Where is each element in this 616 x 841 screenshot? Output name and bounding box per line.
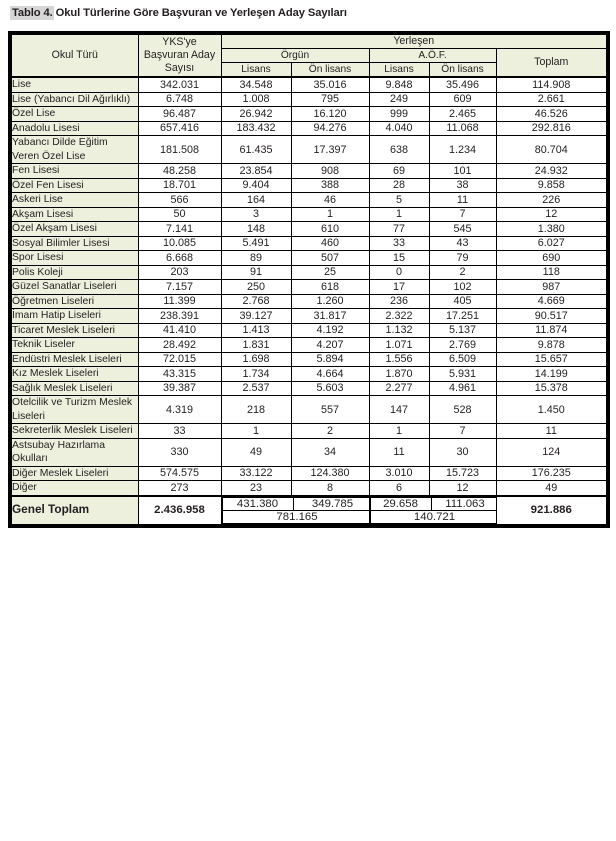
row-cell-orgun-lisans: 23.854 xyxy=(221,164,291,179)
row-cell-total: 690 xyxy=(496,251,607,266)
row-cell-orgun-lisans: 183.432 xyxy=(221,121,291,136)
row-cell-applicants: 43.315 xyxy=(138,367,221,382)
row-cell-orgun-lisans: 1.008 xyxy=(221,92,291,107)
row-cell-total: 49 xyxy=(496,481,607,496)
row-school-name: Endüstri Meslek Liseleri xyxy=(11,352,138,367)
table-row xyxy=(11,265,607,280)
row-cell-aof-onlisans: 2.769 xyxy=(429,338,496,353)
header-group-aof: A.Ö.F. xyxy=(369,49,496,63)
row-cell-applicants: 4.319 xyxy=(138,396,221,424)
row-cell-orgun-lisans: 164 xyxy=(221,193,291,208)
row-school-name: Teknik Liseler xyxy=(11,338,138,353)
row-cell-aof-lisans: 77 xyxy=(369,222,429,237)
table-row xyxy=(11,309,607,324)
total-aof-values xyxy=(370,497,499,510)
total-row xyxy=(11,496,607,525)
row-cell-aof-lisans: 17 xyxy=(369,280,429,295)
row-cell-aof-onlisans: 43 xyxy=(429,236,496,251)
header-group-orgun: Örgün xyxy=(221,49,369,63)
row-cell-aof-onlisans: 1.234 xyxy=(429,136,496,164)
row-cell-applicants: 41.410 xyxy=(138,323,221,338)
row-cell-applicants: 33 xyxy=(138,424,221,439)
row-cell-aof-onlisans: 79 xyxy=(429,251,496,266)
row-cell-aof-lisans: 2.322 xyxy=(369,309,429,324)
row-cell-orgun-lisans: 218 xyxy=(221,396,291,424)
row-cell-aof-onlisans: 17.251 xyxy=(429,309,496,324)
row-cell-aof-lisans: 11 xyxy=(369,438,429,466)
row-cell-aof-lisans: 147 xyxy=(369,396,429,424)
row-cell-applicants: 574.575 xyxy=(138,466,221,481)
row-cell-aof-onlisans: 528 xyxy=(429,396,496,424)
table-row xyxy=(11,280,607,295)
school-types-table xyxy=(10,33,608,526)
row-cell-total: 114.908 xyxy=(496,77,607,92)
table-number: Tablo 4. xyxy=(12,7,53,19)
row-cell-total: 12 xyxy=(496,207,607,222)
table-body xyxy=(11,77,607,525)
row-cell-orgun-onlisans: 1.260 xyxy=(291,294,369,309)
row-cell-aof-onlisans: 2.465 xyxy=(429,107,496,122)
row-cell-aof-onlisans: 101 xyxy=(429,164,496,179)
total-aof-onlisans: 111.063 xyxy=(431,497,499,510)
row-cell-aof-onlisans: 2 xyxy=(429,265,496,280)
row-cell-orgun-onlisans: 4.207 xyxy=(291,338,369,353)
row-cell-orgun-onlisans: 1 xyxy=(291,207,369,222)
row-cell-total: 124 xyxy=(496,438,607,466)
row-cell-aof-lisans: 638 xyxy=(369,136,429,164)
row-cell-applicants: 96.487 xyxy=(138,107,221,122)
total-applicants: 2.436.958 xyxy=(138,496,221,525)
row-cell-orgun-onlisans: 16.120 xyxy=(291,107,369,122)
table-row xyxy=(11,193,607,208)
table-row xyxy=(11,294,607,309)
row-cell-orgun-onlisans: 5.603 xyxy=(291,381,369,396)
row-cell-orgun-lisans: 2.537 xyxy=(221,381,291,396)
total-orgun-group xyxy=(221,496,369,525)
row-cell-applicants: 342.031 xyxy=(138,77,221,92)
row-cell-aof-lisans: 9.848 xyxy=(369,77,429,92)
row-cell-aof-lisans: 4.040 xyxy=(369,121,429,136)
row-school-name: Polis Koleji xyxy=(11,265,138,280)
row-school-name: Öğretmen Liseleri xyxy=(11,294,138,309)
header-orgun-lisans: Lisans xyxy=(221,63,291,78)
header-orgun-onlisans: Ön lisans xyxy=(291,63,369,78)
row-cell-orgun-lisans: 39.127 xyxy=(221,309,291,324)
total-aof-group xyxy=(369,496,496,525)
row-cell-aof-lisans: 1.870 xyxy=(369,367,429,382)
total-orgun-subtotal: 781.165 xyxy=(222,510,372,523)
header-school-type: Okul Türü xyxy=(11,34,138,77)
row-cell-total: 1.450 xyxy=(496,396,607,424)
row-cell-total: 11 xyxy=(496,424,607,439)
row-cell-total: 1.380 xyxy=(496,222,607,237)
row-cell-aof-lisans: 1.132 xyxy=(369,323,429,338)
row-cell-applicants: 566 xyxy=(138,193,221,208)
row-cell-orgun-lisans: 61.435 xyxy=(221,136,291,164)
row-cell-aof-lisans: 69 xyxy=(369,164,429,179)
row-school-name: Sağlık Meslek Liseleri xyxy=(11,381,138,396)
table-row xyxy=(11,367,607,382)
row-cell-orgun-onlisans: 388 xyxy=(291,178,369,193)
row-school-name: Güzel Sanatlar Liseleri xyxy=(11,280,138,295)
row-cell-orgun-lisans: 89 xyxy=(221,251,291,266)
row-school-name: Kız Meslek Liseleri xyxy=(11,367,138,382)
row-cell-applicants: 18.701 xyxy=(138,178,221,193)
row-cell-orgun-onlisans: 5.894 xyxy=(291,352,369,367)
row-cell-aof-lisans: 999 xyxy=(369,107,429,122)
row-cell-applicants: 203 xyxy=(138,265,221,280)
row-cell-orgun-lisans: 3 xyxy=(221,207,291,222)
row-cell-aof-onlisans: 405 xyxy=(429,294,496,309)
row-cell-orgun-lisans: 1.831 xyxy=(221,338,291,353)
row-school-name: Lise (Yabancı Dil Ağırlıklı) xyxy=(11,92,138,107)
row-cell-orgun-onlisans: 4.664 xyxy=(291,367,369,382)
total-aof-lisans: 29.658 xyxy=(370,497,431,510)
row-cell-orgun-onlisans: 507 xyxy=(291,251,369,266)
row-cell-total: 11.874 xyxy=(496,323,607,338)
header-aof-lisans: Lisans xyxy=(369,63,429,78)
table-row xyxy=(11,107,607,122)
row-cell-applicants: 48.258 xyxy=(138,164,221,179)
row-cell-aof-lisans: 1.071 xyxy=(369,338,429,353)
row-school-name: Özel Lise xyxy=(11,107,138,122)
table-row xyxy=(11,251,607,266)
row-cell-orgun-onlisans: 618 xyxy=(291,280,369,295)
row-cell-aof-onlisans: 6.509 xyxy=(429,352,496,367)
row-cell-aof-onlisans: 102 xyxy=(429,280,496,295)
row-school-name: Ticaret Meslek Liseleri xyxy=(11,323,138,338)
header-applicants: YKS'ye Başvuran Aday Sayısı xyxy=(138,34,221,77)
table-row xyxy=(11,481,607,496)
row-cell-total: 2.661 xyxy=(496,92,607,107)
row-cell-orgun-lisans: 250 xyxy=(221,280,291,295)
row-cell-aof-lisans: 1.556 xyxy=(369,352,429,367)
table-container xyxy=(10,33,606,526)
row-cell-aof-lisans: 28 xyxy=(369,178,429,193)
table-row xyxy=(11,207,607,222)
row-cell-total: 226 xyxy=(496,193,607,208)
row-cell-applicants: 181.508 xyxy=(138,136,221,164)
row-cell-orgun-onlisans: 557 xyxy=(291,396,369,424)
total-orgun-split xyxy=(222,497,373,524)
row-cell-aof-lisans: 15 xyxy=(369,251,429,266)
total-orgun-onlisans: 349.785 xyxy=(293,497,372,510)
row-cell-orgun-lisans: 26.942 xyxy=(221,107,291,122)
row-cell-orgun-lisans: 91 xyxy=(221,265,291,280)
row-school-name: Lise xyxy=(11,77,138,92)
row-cell-aof-onlisans: 7 xyxy=(429,424,496,439)
table-row xyxy=(11,396,607,424)
row-cell-aof-onlisans: 4.961 xyxy=(429,381,496,396)
row-school-name: Askeri Lise xyxy=(11,193,138,208)
header-group-placed: Yerleşen xyxy=(221,34,607,49)
row-cell-aof-lisans: 1 xyxy=(369,424,429,439)
row-cell-aof-lisans: 249 xyxy=(369,92,429,107)
row-cell-total: 15.657 xyxy=(496,352,607,367)
table-row xyxy=(11,136,607,164)
row-cell-orgun-onlisans: 460 xyxy=(291,236,369,251)
row-cell-orgun-lisans: 5.491 xyxy=(221,236,291,251)
row-school-name: Özel Fen Lisesi xyxy=(11,178,138,193)
row-cell-total: 14.199 xyxy=(496,367,607,382)
row-cell-total: 9.878 xyxy=(496,338,607,353)
row-cell-orgun-lisans: 1 xyxy=(221,424,291,439)
row-cell-applicants: 11.399 xyxy=(138,294,221,309)
table-row xyxy=(11,92,607,107)
row-cell-total: 987 xyxy=(496,280,607,295)
header-total: Toplam xyxy=(496,49,607,78)
row-cell-applicants: 273 xyxy=(138,481,221,496)
row-cell-aof-onlisans: 30 xyxy=(429,438,496,466)
total-aof-subtotal: 140.721 xyxy=(370,510,499,523)
row-school-name: Akşam Lisesi xyxy=(11,207,138,222)
row-cell-orgun-onlisans: 2 xyxy=(291,424,369,439)
row-cell-applicants: 330 xyxy=(138,438,221,466)
table-head xyxy=(11,34,607,77)
row-cell-total: 15.378 xyxy=(496,381,607,396)
row-cell-orgun-lisans: 148 xyxy=(221,222,291,237)
row-school-name: Anadolu Lisesi xyxy=(11,121,138,136)
table-row xyxy=(11,424,607,439)
table-row xyxy=(11,466,607,481)
row-cell-orgun-onlisans: 124.380 xyxy=(291,466,369,481)
row-cell-aof-lisans: 3.010 xyxy=(369,466,429,481)
row-cell-aof-onlisans: 609 xyxy=(429,92,496,107)
row-cell-orgun-lisans: 2.768 xyxy=(221,294,291,309)
row-cell-aof-lisans: 6 xyxy=(369,481,429,496)
row-school-name: İmam Hatip Liseleri xyxy=(11,309,138,324)
row-cell-orgun-onlisans: 17.397 xyxy=(291,136,369,164)
row-cell-aof-onlisans: 15.723 xyxy=(429,466,496,481)
total-orgun-subtotal-row xyxy=(222,510,372,523)
row-cell-applicants: 72.015 xyxy=(138,352,221,367)
row-cell-total: 24.932 xyxy=(496,164,607,179)
row-cell-aof-onlisans: 11 xyxy=(429,193,496,208)
row-cell-applicants: 657.416 xyxy=(138,121,221,136)
row-cell-total: 90.517 xyxy=(496,309,607,324)
row-cell-aof-onlisans: 38 xyxy=(429,178,496,193)
row-cell-orgun-lisans: 1.413 xyxy=(221,323,291,338)
row-cell-orgun-onlisans: 25 xyxy=(291,265,369,280)
row-cell-applicants: 6.668 xyxy=(138,251,221,266)
total-aof-split xyxy=(370,497,500,524)
row-cell-aof-onlisans: 35.496 xyxy=(429,77,496,92)
row-cell-total: 6.027 xyxy=(496,236,607,251)
row-cell-applicants: 238.391 xyxy=(138,309,221,324)
row-cell-aof-lisans: 1 xyxy=(369,207,429,222)
row-cell-aof-lisans: 236 xyxy=(369,294,429,309)
row-cell-aof-onlisans: 11.068 xyxy=(429,121,496,136)
row-cell-applicants: 50 xyxy=(138,207,221,222)
row-school-name: Yabancı Dilde Eğitim Veren Özel Lise xyxy=(11,136,138,164)
row-school-name: Astsubay Hazırlama Okulları xyxy=(11,438,138,466)
row-cell-total: 46.526 xyxy=(496,107,607,122)
table-row xyxy=(11,121,607,136)
row-cell-total: 80.704 xyxy=(496,136,607,164)
row-cell-orgun-onlisans: 4.192 xyxy=(291,323,369,338)
row-school-name: Sosyal Bilimler Lisesi xyxy=(11,236,138,251)
row-cell-aof-lisans: 2.277 xyxy=(369,381,429,396)
row-cell-orgun-onlisans: 8 xyxy=(291,481,369,496)
row-school-name: Sekreterlik Meslek Liseleri xyxy=(11,424,138,439)
table-row xyxy=(11,164,607,179)
row-cell-orgun-lisans: 34.548 xyxy=(221,77,291,92)
row-school-name: Spor Lisesi xyxy=(11,251,138,266)
row-cell-applicants: 7.141 xyxy=(138,222,221,237)
row-cell-orgun-lisans: 9.404 xyxy=(221,178,291,193)
row-cell-applicants: 39.387 xyxy=(138,381,221,396)
row-cell-applicants: 28.492 xyxy=(138,338,221,353)
row-cell-total: 118 xyxy=(496,265,607,280)
row-cell-orgun-onlisans: 46 xyxy=(291,193,369,208)
table-row xyxy=(11,381,607,396)
total-orgun-values xyxy=(222,497,372,510)
table-row xyxy=(11,338,607,353)
table-row xyxy=(11,222,607,237)
row-cell-total: 9.858 xyxy=(496,178,607,193)
row-cell-orgun-onlisans: 908 xyxy=(291,164,369,179)
header-aof-onlisans: Ön lisans xyxy=(429,63,496,78)
row-school-name: Diğer Meslek Liseleri xyxy=(11,466,138,481)
table-row xyxy=(11,236,607,251)
total-grand: 921.886 xyxy=(496,496,607,525)
table-row xyxy=(11,323,607,338)
row-cell-applicants: 10.085 xyxy=(138,236,221,251)
row-cell-orgun-lisans: 49 xyxy=(221,438,291,466)
row-cell-aof-onlisans: 5.931 xyxy=(429,367,496,382)
row-cell-orgun-onlisans: 795 xyxy=(291,92,369,107)
row-cell-orgun-onlisans: 610 xyxy=(291,222,369,237)
table-row xyxy=(11,352,607,367)
row-cell-aof-lisans: 5 xyxy=(369,193,429,208)
row-school-name: Diğer xyxy=(11,481,138,496)
row-school-name: Otelcilik ve Turizm Meslek Liseleri xyxy=(11,396,138,424)
table-caption xyxy=(10,6,347,21)
row-cell-total: 4.669 xyxy=(496,294,607,309)
row-cell-applicants: 6.748 xyxy=(138,92,221,107)
row-school-name: Fen Lisesi xyxy=(11,164,138,179)
total-aof-subtotal-row xyxy=(370,510,499,523)
row-cell-applicants: 7.157 xyxy=(138,280,221,295)
row-school-name: Özel Akşam Lisesi xyxy=(11,222,138,237)
row-cell-aof-onlisans: 545 xyxy=(429,222,496,237)
row-cell-aof-onlisans: 7 xyxy=(429,207,496,222)
row-cell-orgun-onlisans: 94.276 xyxy=(291,121,369,136)
row-cell-orgun-lisans: 1.698 xyxy=(221,352,291,367)
row-cell-total: 292.816 xyxy=(496,121,607,136)
row-cell-aof-onlisans: 5.137 xyxy=(429,323,496,338)
row-cell-orgun-onlisans: 34 xyxy=(291,438,369,466)
table-caption-text: Okul Türlerine Göre Başvuran ve Yerleşen Aday Sayıları xyxy=(55,7,347,19)
row-cell-orgun-onlisans: 31.817 xyxy=(291,309,369,324)
total-orgun-lisans: 431.380 xyxy=(222,497,293,510)
table-row xyxy=(11,77,607,92)
total-row-label: Genel Toplam xyxy=(11,496,138,525)
row-cell-aof-onlisans: 12 xyxy=(429,481,496,496)
row-cell-orgun-lisans: 23 xyxy=(221,481,291,496)
row-cell-orgun-lisans: 1.734 xyxy=(221,367,291,382)
row-cell-total: 176.235 xyxy=(496,466,607,481)
row-cell-orgun-onlisans: 35.016 xyxy=(291,77,369,92)
row-cell-aof-lisans: 33 xyxy=(369,236,429,251)
table-row xyxy=(11,438,607,466)
table-row xyxy=(11,178,607,193)
row-cell-aof-lisans: 0 xyxy=(369,265,429,280)
row-cell-orgun-lisans: 33.122 xyxy=(221,466,291,481)
header-row-1 xyxy=(11,34,607,49)
